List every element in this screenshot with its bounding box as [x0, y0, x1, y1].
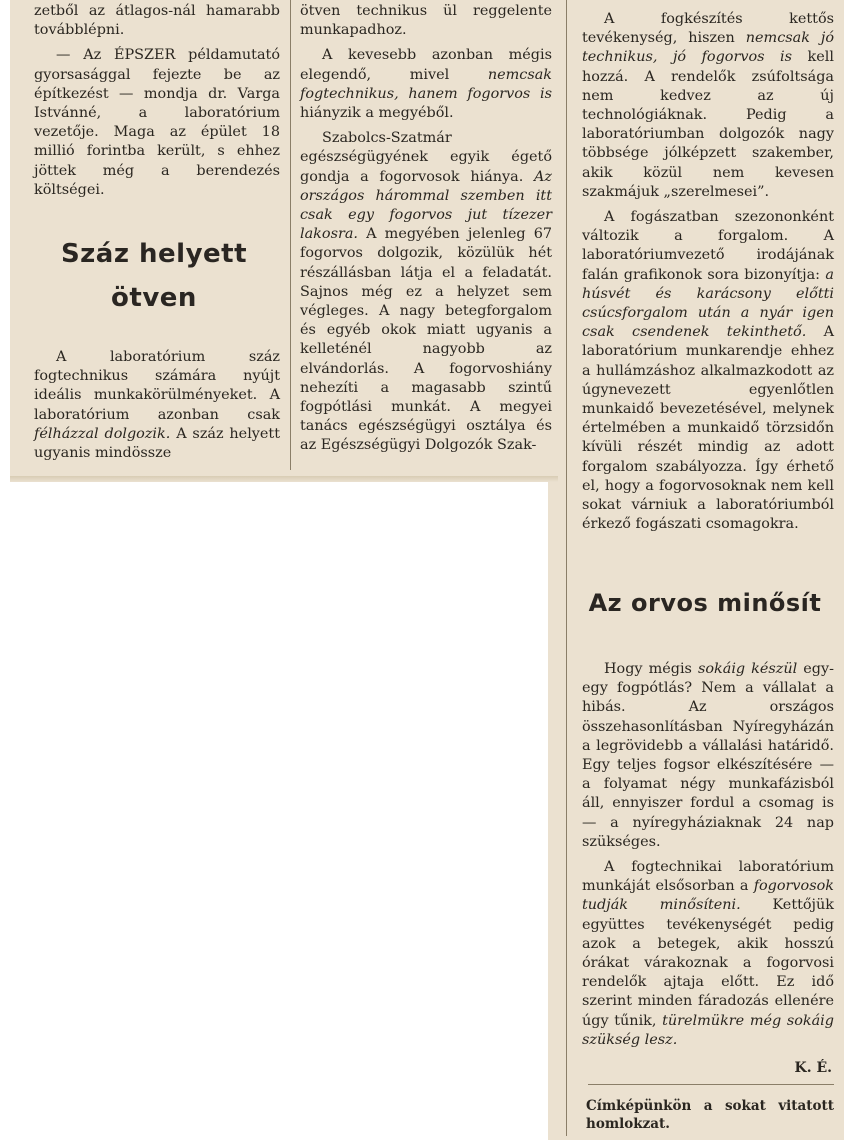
column-rule-1	[290, 0, 291, 470]
col2-p3-text-a: Szabolcs-Szatmár egészségügyének egyik égető gondja a fogorvosok hiánya.	[300, 130, 552, 185]
col1-emphasis: félházzal dolgozik.	[34, 425, 171, 442]
col1-paragraph-1: zetből az átlagos-nál hamarabb továbblépni.	[34, 3, 280, 39]
col3-p2-emphasis: a húsvét és karácsony előtti csúcsforgalom után a nyár igen csak csendenek tekinthető.	[582, 266, 834, 341]
col3-paragraph-2	[582, 208, 834, 534]
col2-paragraph-3	[300, 129, 552, 455]
col1-text-b: A száz helyett ugyanis mindössze	[34, 425, 281, 462]
col3b-p2-emphasis: fogorvosok tudják minősíteni.	[582, 878, 834, 914]
headline-szaz-helyett-otven: Száz helyett ötven	[60, 239, 248, 313]
col2-p2-emphasis: nemcsak fogtechnikus, hanem fogorvos is	[300, 66, 553, 102]
col3-p1-text-a: A fogkészítés kettős tevékenység, hiszen	[582, 11, 834, 47]
col3-p2-text-b: A laboratórium munkarendje ehhez a hullámzáshoz alkalmazkodott az úgynevezett egyenlőtlen munkaidő bevezetésével, melynek értelmében a munkaidő törzsidőn kívüli részét mindig az adott forgalom szabályozza. Így érhető el, hogy a fogorvosoknak nem kell sokat várniuk a laboratóriumból érkező fogászati csomagokra.	[582, 324, 835, 533]
column-2	[300, 2, 552, 456]
col3b-paragraph-1	[582, 660, 834, 852]
col2-p3-text-b: A megyében jelenleg 67 fogorvos dolgozik, közülük hét részállásban látja el a feladatát. Sajnos még ez a helyzet sem végleges. A nagy betegforgalom és egyéb okok miatt ugyanis a kelleténél nagyobb az elvándorlás. A fogorvoshiány nehezíti a magasabb szintű fogpótlási munkát. A megyei tanács egészségügyi osztálya és az Egészségügyi Dolgozók Szak-	[300, 226, 553, 454]
clipping-edge	[10, 476, 558, 482]
col3-p1-text-b: kell hozzá. A rendelők zsúfoltsága nem kedvez az új technológiáknak. Pedig a laboratóriumban dolgozók nagy többsége jólképzett szakember, akik közül nem kevesen szakmájuk „szerelmesei”.	[582, 49, 834, 200]
byline: K. É.	[794, 1060, 832, 1076]
col3b-p1-emphasis: sokáig készül	[697, 661, 798, 677]
col3b-p2-emphasis-2: türelmükre még sokáig szükség lesz.	[582, 1012, 834, 1048]
caption-rule	[588, 1084, 834, 1085]
column-1	[34, 2, 280, 200]
col2-paragraph-2	[300, 46, 552, 123]
col3-paragraph-1	[582, 10, 834, 202]
col2-p3-emphasis: Az országos hárommal szemben itt csak egy fogorvos jut tízezer lakosra.	[300, 168, 552, 243]
col1-paragraph-2: — Az ÉPSZER példamutató gyorsasággal fejezte be az építkezést — mondja dr. Varga Istvánné, a laboratórium vezetője. Maga az épület 18 millió forintba került, s ehhez jöttek még a berendezés költségei.	[34, 47, 280, 198]
photo-caption: Címképünkön a sokat vitatott homlokzat.	[586, 1098, 834, 1132]
col3b-paragraph-2	[582, 858, 834, 1050]
col3-p1-emphasis: nemcsak jó technikus, jó fogorvos is	[582, 30, 834, 66]
col2-paragraph-1: ötven technikus ül reggelente munkapadhoz.	[300, 3, 552, 39]
column-3-bottom	[582, 660, 834, 1050]
headline-az-orvos-minosit: Az orvos minősít	[588, 589, 822, 617]
column-rule-2	[566, 0, 567, 1136]
col3-p2-text-a: A fogászatban szezononként változik a forgalom. A laboratóriumvezető irodájának falán grafikonok sora bizonyítja:	[582, 209, 834, 283]
col3b-p2-text-b: Kettőjük együttes tevékenységét pedig azok a betegek, akik hosszú órákat várakoznak a fogorvosi rendelők ajtaja előtt. Ez idő szerint minden fáradozás ellenére úgy tűnik,	[582, 897, 834, 1029]
col2-p2-text-a: A kevesebb azonban mégis elegendő, mivel	[300, 47, 552, 83]
col2-p2-text-b: hiányzik a megyéből.	[300, 105, 454, 122]
column-3	[582, 10, 834, 534]
column-1-bottom	[34, 348, 280, 463]
col3b-p2-text-a: A fogtechnikai laboratórium munkáját elsősorban a	[582, 859, 834, 895]
col1-text-a: A laboratórium száz fogtechnikus számára nyújt ideális munkakörülményeket. A laboratórium azonban csak	[34, 349, 280, 423]
col3b-p1-text-a: Hogy mégis	[604, 661, 692, 677]
col3b-p1-text-b: egy-egy fogpótlás? Nem a vállalat a hibás. Az országos összehasonlításban Nyíregyházán a legrövidebb a vállalási határidő. Egy teljes fogsor elkészítésére — a folyamat négy munkafázisból áll, ennyiszer fordul a csomag is — a nyíregyháziaknak 24 nap szükséges.	[582, 661, 835, 850]
col1-paragraph-3	[34, 348, 280, 463]
